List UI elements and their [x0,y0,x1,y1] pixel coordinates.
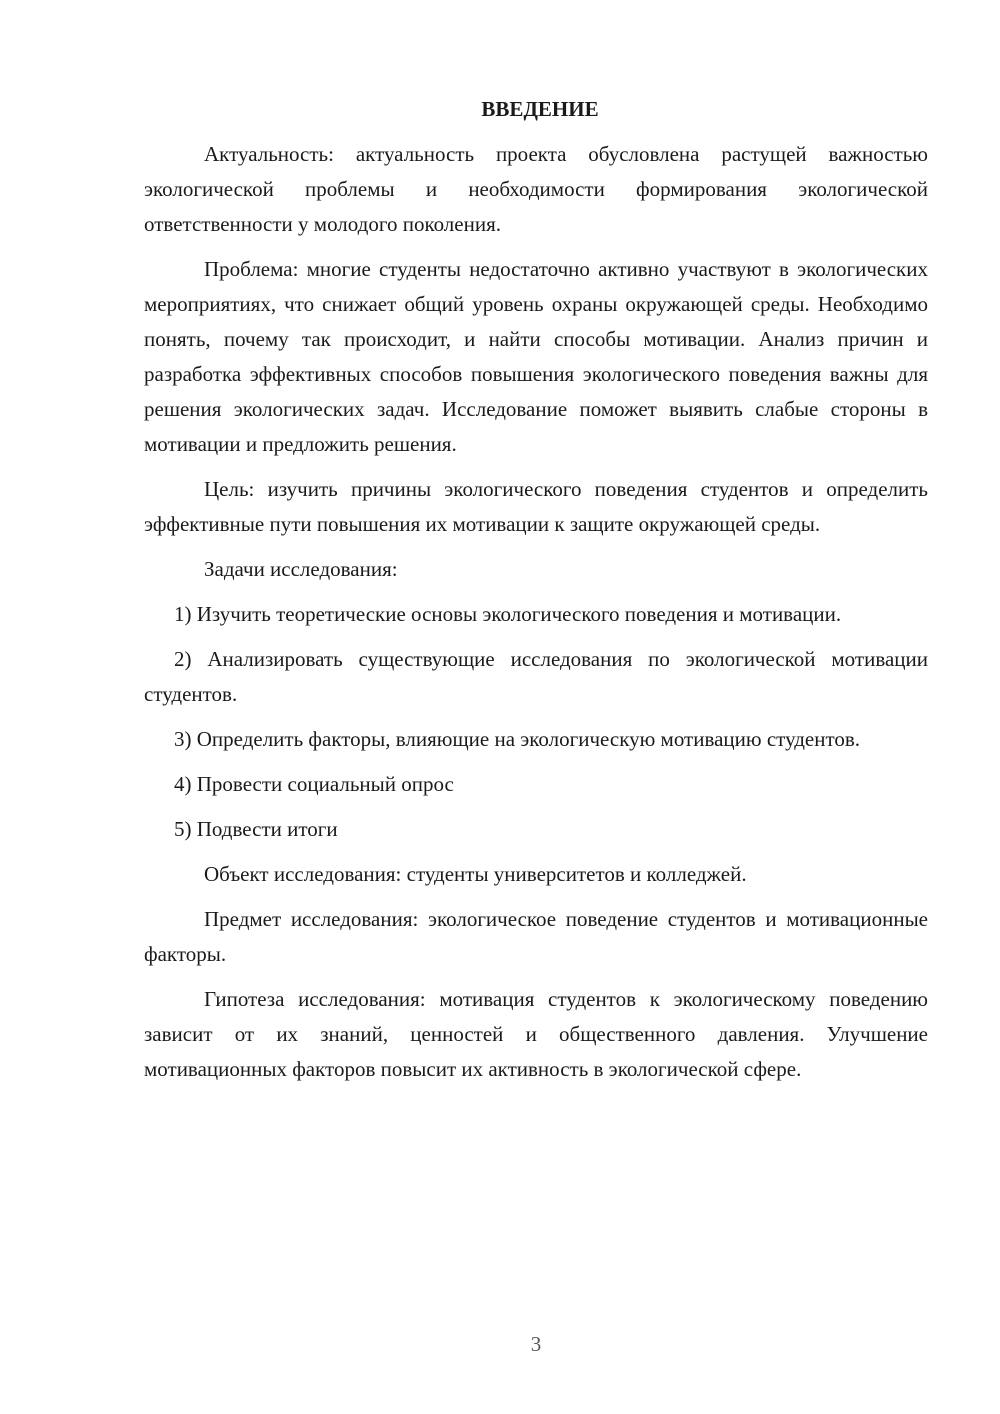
section-title: ВВЕДЕНИЕ [481,97,599,121]
document-page [144,92,928,1097]
task-item: 1) Изучить теоретические основы экологического поведения и мотивации. [174,602,842,626]
goal-paragraph: Цель: изучить причины экологического поведения студентов и определить эффективные пути повышения их мотивации к защите окружающей среды. [144,477,928,536]
hypothesis-paragraph: Гипотеза исследования: мотивация студентов к экологическому поведению зависит от их знаний, ценностей и общественного давления. Улучшение мотивационных факторов повысит их активность в экологической сфере. [144,987,928,1081]
object-paragraph: Объект исследования: студенты университетов и колледжей. [204,862,747,886]
task-item: 4) Провести социальный опрос [174,772,454,796]
problem-paragraph: Проблема: многие студенты недостаточно активно участвуют в экологических мероприятиях, что снижает общий уровень охраны окружающей среды. Необходимо понять, почему так происходит, и найти способы мотивации. Анализ причин и разработка эффективных способов повышения экологического поведения важны для решения экологических задач. Исследование поможет выявить слабые стороны в мотивации и предложить решения. [144,257,928,456]
relevance-paragraph: Актуальность: актуальность проекта обусловлена растущей важностью экологической проблемы и необходимости формирования экологической ответственности у молодого поколения. [144,142,928,236]
task-item: 2) Анализировать существующие исследования по экологической мотивации студентов. [144,647,928,706]
task-item: 3) Определить факторы, влияющие на экологическую мотивацию студентов. [174,727,861,751]
subject-paragraph: Предмет исследования: экологическое поведение студентов и мотивационные факторы. [144,907,928,966]
task-item: 5) Подвести итоги [174,817,338,841]
page-number: 3 [530,1332,542,1356]
tasks-heading: Задачи исследования: [204,557,398,581]
